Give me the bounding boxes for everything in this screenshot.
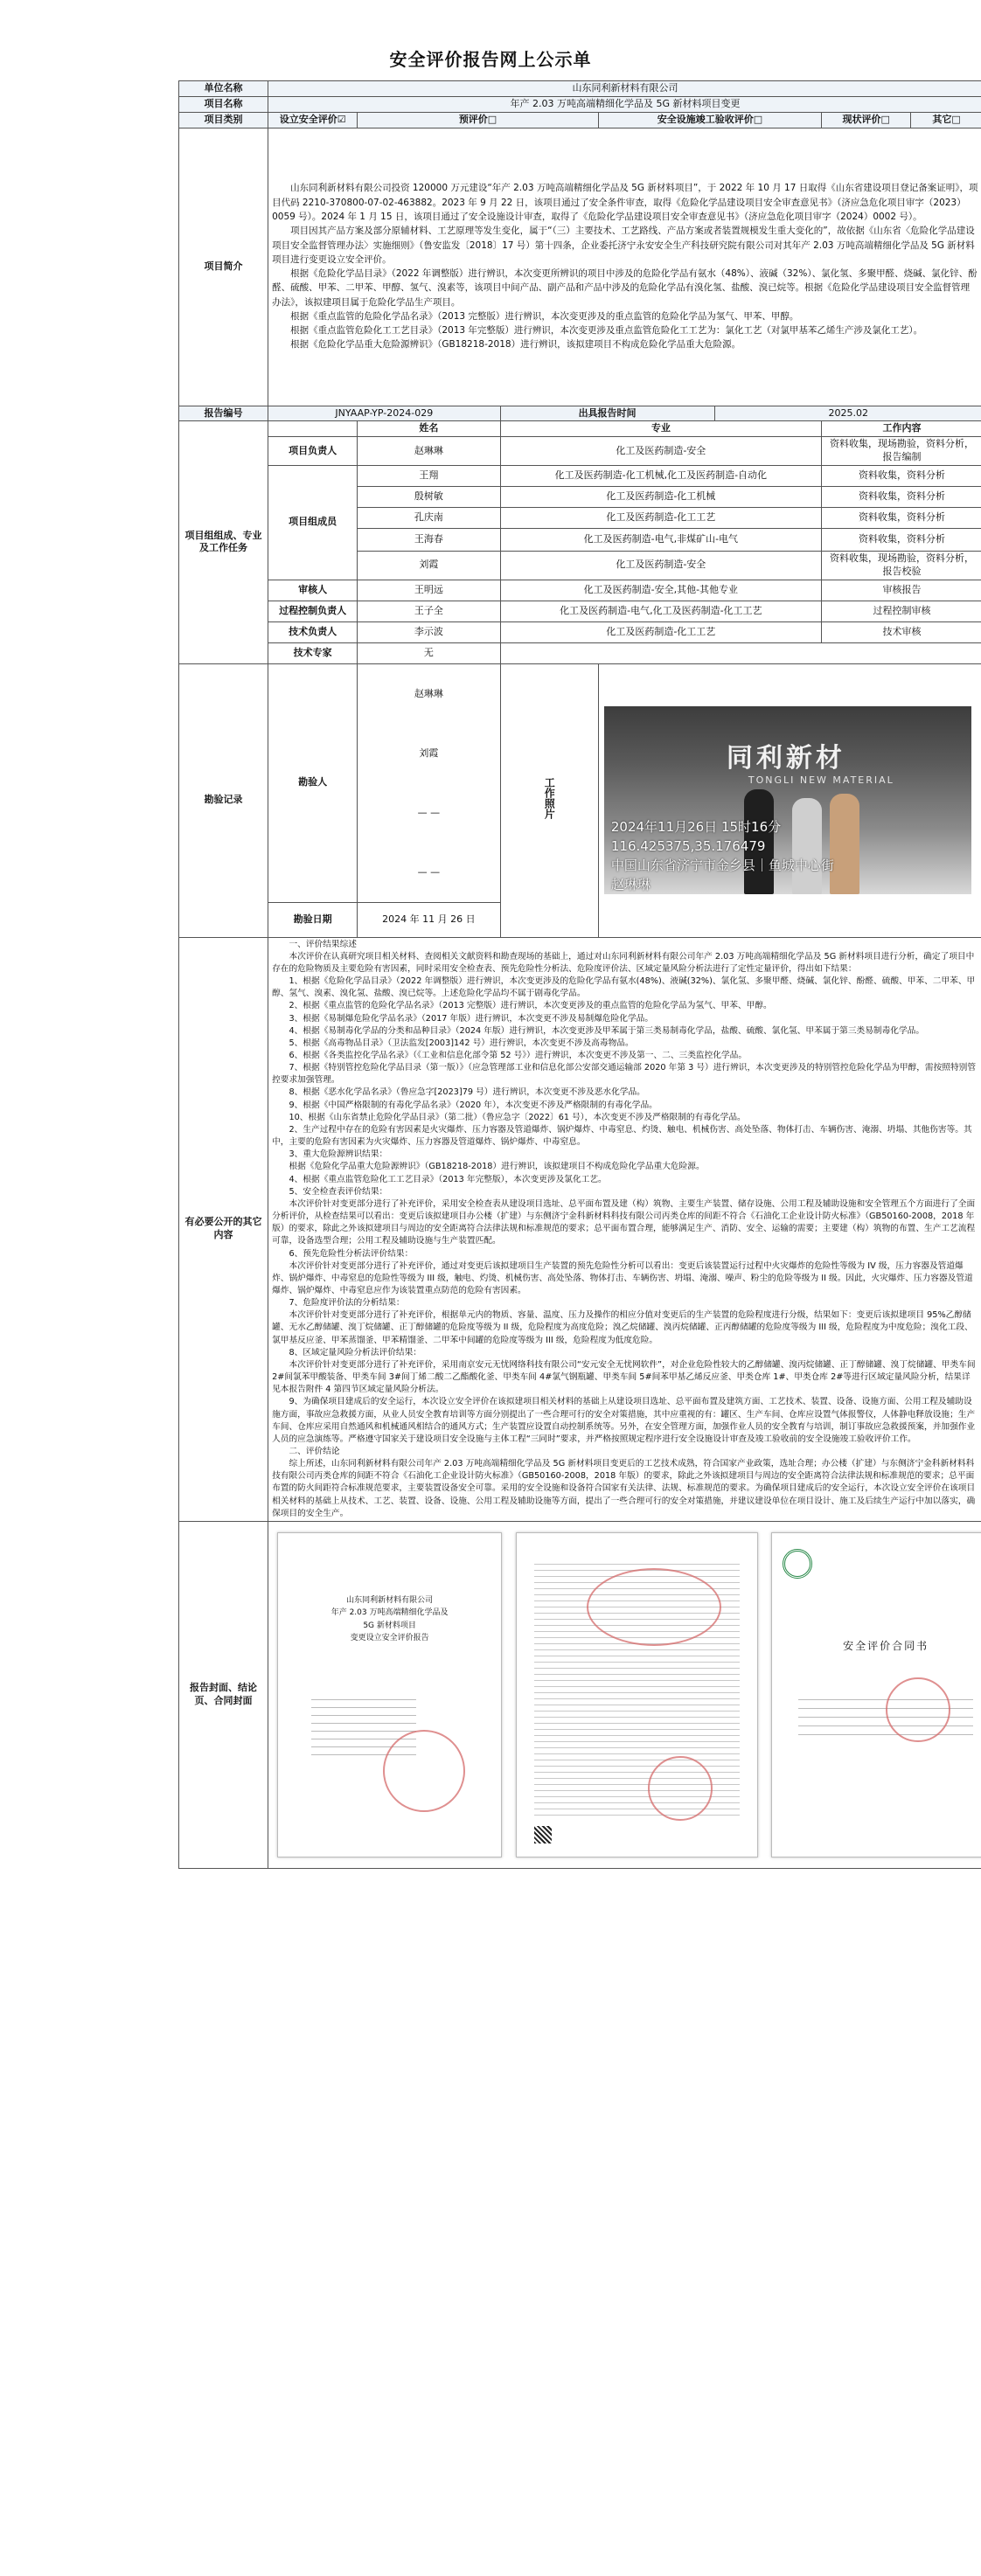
type-option[interactable]: 设立安全评价☑ (268, 112, 358, 128)
team-header: 专业 (500, 421, 822, 437)
issues-body (268, 937, 981, 1521)
issue-paragraph: 4、根据《易制毒化学品的分类和品种目录》（2024 年版）进行辨识，本次变更涉及甲苯属于第三类易制毒化学品，盐酸、硫酸、氯化氢、甲苯属于第三类易制毒化学品。 (289, 1025, 925, 1036)
company-seal-icon (383, 1730, 465, 1812)
issue-paragraph: 6、根据《各类监控化学品名录》（《工业和信息化部令第 52 号》）进行辨识，本次变更不涉及第一、二、三类监控化学品。 (289, 1051, 748, 1060)
team-task: 资料收集，现场勘验，资料分析，报告编制 (822, 437, 981, 466)
team-task: 资料收集，资料分析 (822, 486, 981, 507)
team-name: 赵琳琳 (358, 437, 500, 466)
photo-person-name: 赵琳琳 (610, 877, 651, 893)
survey-person: 赵琳琳 (414, 687, 443, 699)
review-name: 王明远 (358, 580, 500, 601)
issue-paragraph: 6、预先危险性分析法评价结果： (289, 1248, 414, 1259)
issue-paragraph: 二、评价结论 (289, 1447, 340, 1456)
team-task: 资料收集，资料分析 (822, 465, 981, 486)
issue-paragraph: 本次评价针对变更部分进行了补充评价，采用南京安元无忧网络科技有限公司“安元安全无忧网软件”，对企业危险性较大的乙醇储罐、溴丙烷储罐、正丁醇储罐、溴丁烷储罐、甲类车间 2#间氯苯甲酸装备、甲类车间 3#间丁烯二酸二乙酯酸化釜、甲类车间 4#氯气钢瓶罐、甲类车间 5#间苯甲基乙烯反应釜、甲类仓库 1#、甲类仓库 2#等进行区域定量风险分析，结果详见本报告附件 4 第四节区域定量风险分析法。 (272, 1359, 976, 1395)
contract-title: 安全评价合同书 (843, 1639, 929, 1652)
review-name: 王子全 (358, 601, 500, 621)
team-name: 孔庆南 (358, 507, 500, 528)
team-major: 化工及医药制造-电气,非煤矿山-电气 (500, 528, 822, 551)
cover-line: 年产 2.03 万吨高端精细化学品及 (330, 1608, 449, 1618)
review-major: 化工及医药制造-安全,其他-其他专业 (500, 580, 822, 601)
conclusion-seal-icon (587, 1568, 721, 1646)
photo-cell (598, 663, 981, 937)
team-name: 殷树敏 (358, 486, 500, 507)
issue-paragraph: 7、危险度评价法的分析结果： (289, 1298, 405, 1309)
stamp-seal-icon (648, 1756, 713, 1821)
contract-cover[interactable] (771, 1532, 981, 1857)
issue-paragraph: 9、根据《中国严格限制的有毒化学品名录》（2020 年），本次变更不涉及严格限制的有毒化学品。 (289, 1100, 657, 1110)
issue-paragraph: 5、安全检查表评价结果： (289, 1186, 388, 1197)
review-blank (500, 642, 981, 663)
type-option[interactable]: 安全设施竣工验收评价□ (598, 112, 821, 128)
type-option[interactable]: 预评价□ (358, 112, 599, 128)
team-major: 化工及医药制造-化工机械 (500, 486, 822, 507)
issue-paragraph: 7、根据《特别管控危险化学品目录（第一版）》（应急管理部工业和信息化部公安部交通运输部 2020 年第 3 号）进行辨识，本次变更涉及的特别管控危险化学品为甲醇，需按照特别管控要求加强管理。 (272, 1063, 977, 1086)
team-task: 资料收集，资料分析 (822, 528, 981, 551)
issue-paragraph: 本次评价在认真研究项目相关材料、查阅相关文献资料和勘查现场的基础上，通过对山东同利新材料有限公司年产 2.03 万吨高端精细化学品及 5G 新材料项目进行分析，确定了项目中存在的危险物质及主要危险有害因素，同时采用安全检查表、预先危险性分析法、危险度评价法、区域定量风险分析法进行了定性定量评价，得出如下结果： (272, 951, 975, 974)
conclusion-page[interactable] (516, 1532, 758, 1857)
photo-person (830, 794, 859, 894)
issue-paragraph: 根据《危险化学品重大危险源辨识》（GB18218-2018）进行辨识，该拟建项目不构成危险化学品重大危险源。 (289, 1162, 705, 1172)
survey-label: 勘验记录 (179, 663, 268, 937)
summary-paragraph: 根据《重点监管危险化工工艺目录》（2013 年完整版）进行辨识，本次变更涉及重点监管危险化工工艺为：氯化工艺（对氯甲基苯乙烯生产涉及氯化工艺）。 (290, 325, 923, 337)
team-header: 工作内容 (822, 421, 981, 437)
type-option[interactable]: 其它□ (911, 112, 981, 128)
review-role: 审核人 (268, 580, 358, 601)
review-major: 化工及医药制造-化工工艺 (500, 621, 822, 642)
team-name: 王海春 (358, 528, 500, 551)
issues-label: 有必要公开的其它内容 (179, 937, 268, 1521)
contract-seal-icon (886, 1677, 950, 1742)
review-task: 技术审核 (822, 621, 981, 642)
photo-signboard: 同利新材 (726, 743, 845, 774)
page-title: 安全评价报告网上公示单 (389, 49, 592, 70)
disclosure-table (178, 80, 981, 1869)
photo-person (792, 798, 822, 894)
issue-paragraph: 2、根据《重点监管的危险化学品名录》（2013 完整版）进行辨识，本次变更涉及的重点监管的危险化学品为氢气、甲苯、甲醇。 (289, 1001, 772, 1011)
issue-paragraph: 本次评价针对变更部分进行了补充评价，通过对变更后该拟建项目生产装置的预先危险性分析可以看出：变更后该装置运行过程中火灾爆炸的危险性等级为 IV 级，压力容器及管道爆炸、锅炉爆炸、中毒窒息的危险性等级为 III 级，触电、灼烫、机械伤害、高处坠落、物体打击、车辆伤害、坍塌、淹溺、噪声、粉尘的危险等级为 II 级。因此，火灾爆炸、压力容器及管道爆炸、锅炉爆炸、中毒窒息应作为该装置重点防范的危险有害因素。 (272, 1260, 973, 1295)
project-type-label: 项目类别 (179, 112, 268, 128)
team-major: 化工及医药制造-化工机械,化工及医药制造-自动化 (500, 465, 822, 486)
survey-date-value: 2024 年 11 月 26 日 (358, 902, 500, 937)
team-name: 王翔 (358, 465, 500, 486)
summary-paragraph: 项目因其产品方案及部分原辅材料、工艺原理等发生变化，属于“（三）主要技术、工艺路线、产品方案或者装置规模发生重大变化的”，故依据《山东省〈危险化学品建设项目安全监督管理办法〉实施细则》（鲁安监发〔2018〕17 号）第十四条，企业委托济宁永安安全生产科技研究院有限公司对其年产 2.03 万吨高端精细化学品及 5G 新材料项目进行变更设立安全评价。 (272, 226, 975, 265)
cover-company: 山东同利新材料有限公司 (346, 1595, 434, 1605)
issue-paragraph: 综上所述，山东同利新材料有限公司年产 2.03 万吨高端精细化学品及 5G 新材料项目变更后的工艺技术成熟，符合国家产业政策，选址合理；办公楼（扩建）与东侧济宁金科新材料科技有限公司丙类仓库的间距不符合《石油化工企业设计防火标准》（GB50160-2008，2018 年版）的要求，除此之外该拟建项目与周边的安全距离符合法律法规和标准规范的要求；总平面布置的防火间距符合标准规范要求，主要装置设备安全可靠。采用的安全设施和设备符合国家有关法律、法规、标准规范的要求。为确保项目建成后的安全运行，本次设立安全评价在该项目相关材料的基础上从技术、工艺、装置、设备、设施、公用工程及辅助设施等方面，提出了一些合理可行的安全对策措施，并建议建设单位在项目设计、施工及后续生产运行中加以落实，确保项目的安全生产。 (272, 1459, 976, 1518)
team-name: 刘霞 (358, 551, 500, 580)
issue-paragraph: 9、为确保项目建成后的安全运行，本次设立安全评价在该拟建项目相关材料的基础上从建设项目选址、总平面布置及建筑方面、工艺技术、装置、设备、设施方面、公用工程及辅助设施方面，事故应急救援方面，从业人员安全教育培训等方面分别提出了一些合理可行的安全对策措施，其中应重视的有：罐区、生产车间、仓库应设置气体报警仪，人体静电释放设施；生产车间、仓库应采用自然通风和机械通风相结合的通风方式；生产装置应设置自动控制系统等。另外，在安全管理方面，加强作业人员的安全教育与培训，制订事故应急救援预案，并加强作业人员的应急演练等。严格遵守国家关于建设项目安全设施与主体工程“三同时”要求，并严格按照规定程序进行安全设施设计审查及竣工验收前的安全设施竣工验收评价工作。 (272, 1397, 976, 1444)
team-role: 项目负责人 (268, 437, 358, 466)
issue-paragraph: 本次评价针对变更部分进行了补充评价，根据单元内的物质、容量、温度、压力及操作的相应分值对变更后的生产装置的危险程度进行分级，结果如下：变更后该拟建项目 95%乙醇储罐、无水乙醇储罐、溴丁烷储罐、正丁醇储罐的危险度等级为 II 级，危险程度为高度危险；溴乙烷储罐、溴丙烷储罐、正丙醇储罐的危险度等级为 III 级，危险程度为中度危险；溴化工段、氯甲基反应釜、甲苯蒸馏釜、甲苯精馏釜、二甲苯中间罐的危险度等级为 III 级，危险程度为低度危险。 (272, 1310, 973, 1345)
summary-paragraph: 山东同利新材料有限公司投资 120000 万元建设“年产 2.03 万吨高端精细化学品及 5G 新材料项目”，于 2022 年 10 月 17 日取得《山东省建设项目登记备案证明》，项目代码 2210-370800-07-02-463882。2023 年 9 月 22 日，该项目通过了安全条件审查，取得《危险化学品建设项目安全审查意见书》（济应急危化项目审字（2023）0059 号）。2024 年 1 月 15 日，该项目通过了安全设施设计审查，取得了《危险化学品建设项目安全审查意见书》（济应急危化项目审字（2024）0002 号）。 (272, 183, 978, 222)
team-header: 姓名 (358, 421, 500, 437)
review-role: 技术负责人 (268, 621, 358, 642)
issue-paragraph: 3、重大危险源辨识结果： (289, 1149, 388, 1160)
photo-signboard-en: TONGLI NEW MATERIAL (748, 774, 894, 787)
team-label: 项目组组成、专业及工作任务 (179, 421, 268, 663)
issue-paragraph: 8、区域定量风险分析法评价结果： (289, 1347, 421, 1357)
report-no-label: 报告编号 (179, 406, 268, 421)
photo-coordinates: 116.425375,35.176479 (610, 838, 766, 855)
team-role: 项目组成员 (268, 465, 358, 580)
team-header (268, 421, 358, 437)
review-task: 审核报告 (822, 580, 981, 601)
summary-paragraph: 根据《危险化学品目录》（2022 年调整版）进行辨识，本次变更所辨识的项目中涉及的危险化学品有氨水（48%）、液碱（32%）、氯化氢、多聚甲醛、烧碱、氯化锌、酚醛、硫酸、甲苯、二甲苯、甲醇、氢气、溴素等，该项目中间产品、副产品和产品中涉及的危险化学品有溴化氢、盐酸、溴已烷等。根据《危险化学品建设项目安全监督管理办法》，该拟建项目属于危险化学品生产项目。 (272, 268, 978, 308)
review-name: 无 (358, 642, 500, 663)
issue-paragraph: 5、根据《高毒物品目录》（卫法监发[2003]142 号）进行辨识，本次变更不涉及高毒物品。 (289, 1038, 634, 1048)
report-date-label: 出具报告时间 (500, 406, 714, 421)
issue-paragraph: 1、根据《危险化学品目录》（2022 年调整版）进行辨识，本次变更涉及的危险化学品有氨水(48%)、液碱(32%)、氯化氢、多聚甲醛、烧碱、氯化锌、酚醛、硫酸、甲苯、二甲苯、甲醇、氢气、溴素、溴化氢、盐酸、溴已烷等。上述危险化学品均不属于剧毒化学品。 (272, 976, 976, 999)
survey-person: — — (417, 865, 441, 878)
review-role: 技术专家 (268, 642, 358, 663)
summary-label: 项目简介 (179, 128, 268, 406)
photo-timestamp: 2024年11月26日 15时16分 (610, 819, 782, 836)
issue-paragraph: 4、根据《重点监管危险化工工艺目录》（2013 年完整版），本次变更涉及氯化工艺。 (289, 1174, 607, 1184)
issue-paragraph: 10、根据《山东省禁止危险化学品目录》（第二批）（鲁应急字〔2022〕61 号），本次变更不涉及严格限制的有毒化学品。 (289, 1112, 746, 1122)
issue-paragraph: 3、根据《易制爆危险化学品名录》（2017 年版）进行辨识，本次变更不涉及易制爆危险化学品。 (289, 1013, 654, 1024)
unit-label: 单位名称 (179, 81, 268, 97)
summary-paragraph: 根据《危险化学品重大危险源辨识》（GB18218-2018）进行辨识，该拟建项目不构成危险化学品重大危险源。 (290, 339, 741, 351)
photo-label: 工作照片 (543, 777, 556, 820)
issue-paragraph: 本次评价针对变更部分进行了补充评价，采用安全检查表从建设项目选址、总平面布置及建（构）筑物、主要生产装置、储存设施、公用工程及辅助设施和安全管理五个方面进行了全面分析评价，从检查结果可以看出：变更后该拟建项目办公楼（扩建）与东侧济宁金科新材料科技有限公司丙类仓库的间距不符合《石油化工企业设计防火标准》（GB50160-2008，2018 年版）的要求，除此之外该拟建项目与周边的安全距离符合法律法规和标准规范的要求；总平面布置合理，能够满足生产、消防、安全、运输的需要；主要建（构）筑物的布置、生产工艺流程可靠，设备选型合理；公用工程及辅助设施与生产装置匹配。 (272, 1198, 976, 1246)
issue-paragraph: 一、评价结果综述 (289, 939, 357, 949)
report-date-value: 2025.02 (714, 406, 981, 421)
covers-body (268, 1521, 981, 1868)
review-name: 李示波 (358, 621, 500, 642)
project-value: 年产 2.03 万吨高端精细化学品及 5G 新材料项目变更 (268, 96, 981, 112)
survey-people (358, 663, 500, 902)
unit-value: 山东同利新材料有限公司 (268, 81, 981, 97)
team-major: 化工及医药制造-安全 (500, 551, 822, 580)
survey-date-label: 勘验日期 (268, 902, 358, 937)
team-major: 化工及医药制造-安全 (500, 437, 822, 466)
survey-people-label: 勘验人 (268, 663, 358, 902)
cover-line: 变更设立安全评价报告 (350, 1634, 429, 1643)
photo-location: 中国山东省济宁市金乡县｜鱼城中心街 (610, 858, 834, 874)
photo-label-cell (500, 663, 598, 937)
report-no-value: JNYAAP-YP-2024-029 (268, 406, 500, 421)
project-label: 项目名称 (179, 96, 268, 112)
org-logo-icon (783, 1549, 812, 1579)
team-major: 化工及医药制造-化工工艺 (500, 507, 822, 528)
team-task: 资料收集，资料分析 (822, 507, 981, 528)
survey-person: 刘霞 (419, 746, 439, 759)
summary-paragraph: 根据《重点监管的危险化学品名录》（2013 完整版）进行辨识，本次变更涉及的重点监管的危险化学品为氢气、甲苯、甲醇。 (290, 310, 799, 322)
review-role: 过程控制负责人 (268, 601, 358, 621)
review-task: 过程控制审核 (822, 601, 981, 621)
covers-label: 报告封面、结论页、合同封面 (179, 1521, 268, 1868)
team-task: 资料收集，现场勘验，资料分析，报告校验 (822, 551, 981, 580)
report-cover[interactable] (277, 1532, 502, 1857)
type-option[interactable]: 现状评价□ (822, 112, 911, 128)
summary-body (268, 128, 981, 406)
site-photo[interactable] (604, 706, 971, 894)
qr-code-icon (534, 1826, 552, 1843)
issue-paragraph: 2、生产过程中存在的危险有害因素是火灾爆炸、压力容器及管道爆炸、锅炉爆炸、中毒窒息、灼烫、触电、机械伤害、高处坠落、物体打击、车辆伤害、淹溺、坍塌、其他伤害等。其中，主要的危险有害因素为火灾爆炸、压力容器及管道爆炸、锅炉爆炸、中毒窒息。 (272, 1124, 972, 1148)
cover-line: 5G 新材料项目 (363, 1621, 416, 1630)
survey-person: — — (417, 806, 441, 818)
review-major: 化工及医药制造-电气,化工及医药制造-化工工艺 (500, 601, 822, 621)
issue-paragraph: 8、根据《恶水化学品名录》（鲁应急字[2023]79 号）进行辨识，本次变更不涉及恶水化学品。 (289, 1087, 645, 1098)
